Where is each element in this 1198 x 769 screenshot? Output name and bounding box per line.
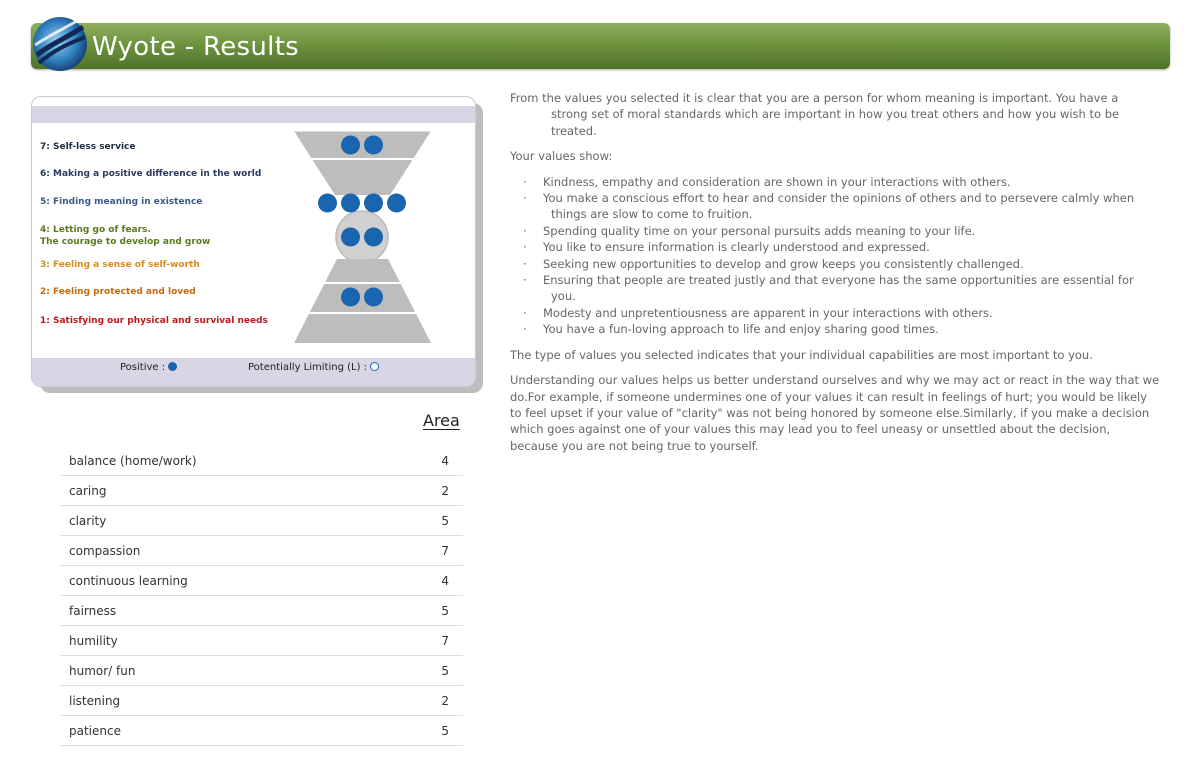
level-7-label: 7: Self-less service [40, 142, 136, 152]
positive-value-dot [341, 136, 360, 155]
list-item [510, 174, 1160, 190]
level-1-label: 1: Satisfying our physical and survival needs [40, 316, 268, 326]
intro-line-2: strong set of moral standards which are important in how you treat others and how you wish to be [551, 107, 1120, 122]
bullet-dot-icon: · [523, 174, 527, 189]
positive-value-dot [364, 288, 383, 307]
values-bullet-list [510, 174, 1160, 338]
table-row [60, 656, 463, 686]
value-name: listening [69, 694, 121, 708]
table-row [60, 626, 463, 656]
table-row [60, 686, 463, 716]
legend-limiting [248, 362, 379, 373]
value-area: 5 [441, 724, 449, 738]
value-area: 5 [441, 664, 449, 678]
level-2-label: 2: Feeling protected and loved [40, 287, 196, 297]
legend-positive-label: Positive : [120, 362, 166, 373]
page-title: Wyote - Results [92, 32, 300, 62]
level-6-label: 6: Making a positive difference in the world [40, 169, 262, 179]
value-area: 5 [441, 604, 449, 618]
positive-value-dot [318, 194, 337, 213]
bullet-text: You like to ensure information is clearly understood and expressed. [543, 240, 930, 255]
positive-value-dot [364, 228, 383, 247]
table-row [60, 506, 463, 536]
positive-dot-icon [168, 362, 177, 371]
value-area: 4 [441, 454, 449, 468]
value-name: continuous learning [69, 574, 188, 588]
level-4-label-line2: The courage to develop and grow [40, 237, 211, 247]
bullet-text-continued: things are slow to come to fruition. [551, 207, 753, 222]
table-row [60, 566, 463, 596]
bullet-text-continued: you. [551, 289, 576, 304]
legend-limiting-label: Potentially Limiting (L) : [248, 362, 368, 373]
hourglass-upper [294, 131, 431, 195]
bullet-dot-icon: · [523, 322, 527, 337]
value-name: humor/ fun [69, 664, 136, 678]
level-4-label: 4: Letting go of fears. [40, 225, 151, 235]
intro-line-3: treated. [551, 123, 597, 138]
list-item [510, 256, 1160, 272]
value-area: 7 [441, 634, 449, 648]
positive-value-dot [341, 194, 360, 213]
value-area: 5 [441, 514, 449, 528]
bullet-text: Seeking new opportunities to develop and grow keeps you consistently challenged. [543, 256, 1024, 271]
list-item [510, 272, 1160, 305]
results-summary [510, 90, 1160, 454]
intro-line-1: From the values you selected it is clear that you are a person for whom meaning is important. You have a [510, 91, 1119, 105]
value-name: balance (home/work) [69, 454, 197, 468]
value-name: clarity [69, 514, 107, 528]
bullet-text: Modesty and unpretentiousness are apparent in your interactions with others. [543, 305, 993, 320]
value-name: caring [69, 484, 107, 498]
positive-value-dot [387, 194, 406, 213]
values-area-table [60, 446, 463, 746]
table-row [60, 716, 463, 746]
bullet-dot-icon: · [523, 240, 527, 255]
positive-value-dot [341, 288, 360, 307]
bullet-dot-icon: · [523, 223, 527, 238]
list-item [510, 223, 1160, 239]
positive-value-dot [364, 136, 383, 155]
bullet-dot-icon: · [523, 256, 527, 271]
bullet-text: Kindness, empathy and consideration are shown in your interactions with others. [543, 174, 1011, 189]
list-item [510, 190, 1160, 223]
capabilities-text: The type of values you selected indicates that your individual capabilities are most important to you. [510, 347, 1093, 362]
value-name: patience [69, 724, 121, 738]
level-3-label: 3: Feeling a sense of self-worth [40, 260, 200, 270]
bullet-dot-icon: · [523, 305, 527, 320]
hourglass-lower [294, 259, 431, 343]
table-row [60, 536, 463, 566]
area-column-header: Area [423, 411, 460, 430]
values-hourglass-panel [31, 96, 476, 387]
bullet-text: You make a conscious effort to hear and consider the opinions of others and to persevere calmly when [543, 191, 1135, 206]
value-area: 4 [441, 574, 449, 588]
limiting-circle-icon [370, 362, 379, 371]
legend-positive [120, 362, 177, 373]
bullet-dot-icon: · [523, 273, 527, 288]
positive-value-dot [341, 228, 360, 247]
table-row [60, 446, 463, 476]
table-row [60, 596, 463, 626]
value-area: 2 [441, 694, 449, 708]
table-row [60, 476, 463, 506]
bullet-dot-icon: · [523, 191, 527, 206]
bullet-text: Spending quality time on your personal pursuits adds meaning to your life. [543, 223, 976, 238]
list-item [510, 239, 1160, 255]
value-name: compassion [69, 544, 141, 558]
list-item [510, 321, 1160, 337]
understanding-text: Understanding our values helps us better understand ourselves and why we may act or react in the way that we do.For example, if someone undermines one of your values it can result in feelings of hurt; you would be likely to feel upset if your value of "clarity" was not being honored by someone else.Similarly, if you make a decision which goes against one of your values this may lead you to feel uneasy or unsettled about the decision, because you are not being true to yourself. [510, 373, 1160, 453]
positive-value-dot [364, 194, 383, 213]
level-5-label: 5: Finding meaning in existence [40, 197, 203, 207]
value-name: humility [69, 634, 118, 648]
value-area: 2 [441, 484, 449, 498]
bullet-text: You have a fun-loving approach to life and enjoy sharing good times. [543, 322, 939, 337]
wyote-swirl-logo-icon [31, 15, 89, 73]
list-item [510, 305, 1160, 321]
value-name: fairness [69, 604, 117, 618]
values-show-heading: Your values show: [510, 149, 613, 164]
bullet-text: Ensuring that people are treated justly and that everyone has the same opportunities are essential for [543, 273, 1134, 288]
value-area: 7 [441, 544, 449, 558]
